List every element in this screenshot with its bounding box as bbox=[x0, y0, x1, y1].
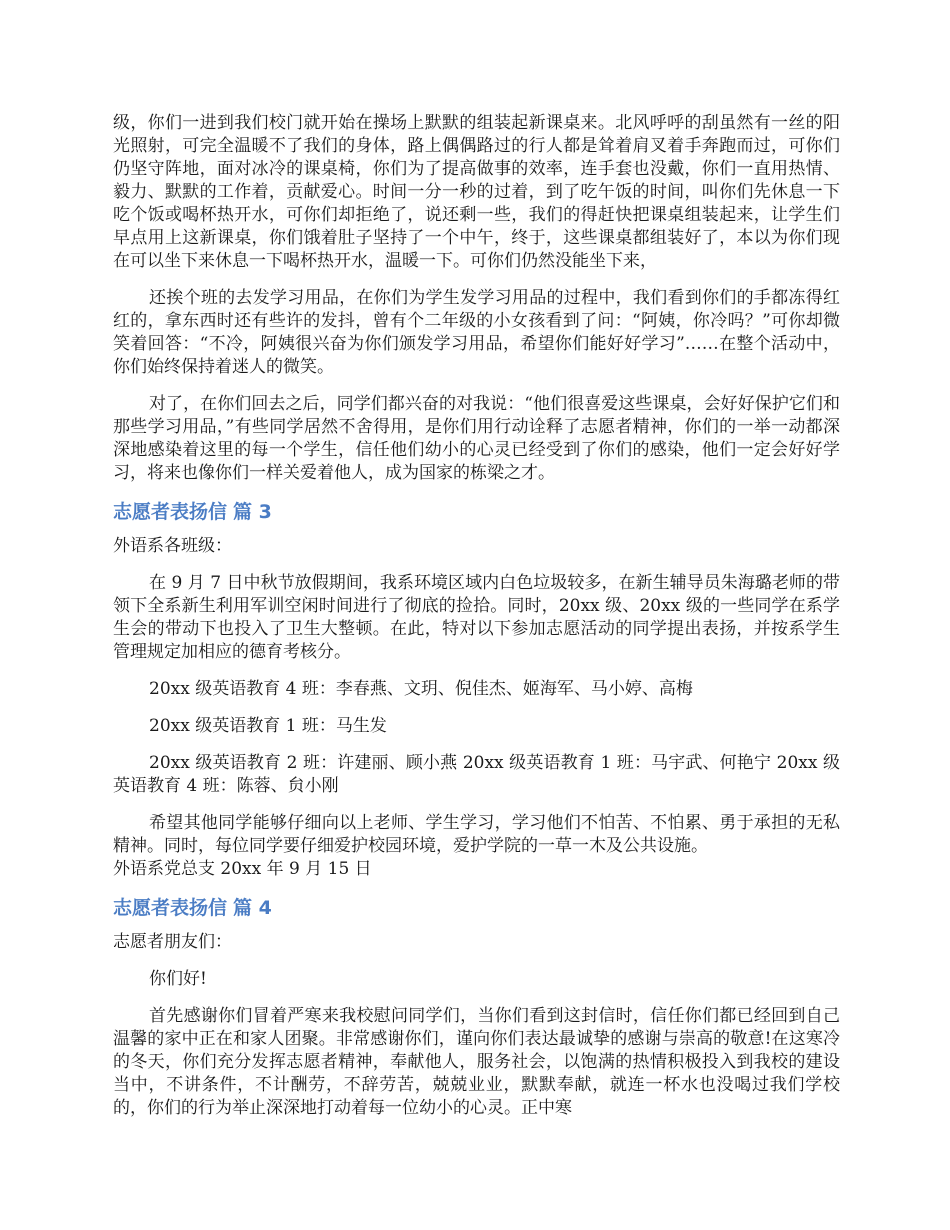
section-3-number: 篇 3 bbox=[233, 501, 272, 523]
section-3-heading bbox=[113, 499, 840, 525]
section-4-salutation: 志愿者朋友们： bbox=[113, 932, 232, 952]
section-3-list-2: 20xx 级英语教育 1 班：马生发 bbox=[149, 716, 387, 736]
section-3-body: 在 9 月 7 日中秋节放假期间，我系环境区域内白色垃圾较多，在新生辅导员朱海璐老师的带领下全系新生利用军训空闲时间进行了彻底的捡拾。同时，20xx 级、20xx 级的一些同学在系学生会的带动下也投入了卫生大整顿。在此，特对以下参加志愿活动的同学提出表扬，并按系学生管理规定加相应的德育考核分。 bbox=[113, 573, 840, 662]
section-4-number: 篇 4 bbox=[233, 897, 272, 919]
paragraph-intro-1: 级，你们一进到我们校门就开始在操场上默默的组装起新课桌来。北风呼呼的刮虽然有一丝的阳光照射，可完全温暖不了我们的身体，路上偶偶路过的行人都是耸着肩叉着手奔跑而过，可你们仍坚守阵地，面对冰冷的课桌椅，你们为了提高做事的效率，连手套也没戴，你们一直用热情、毅力、默默的工作着，贡献爱心。时间一分一秒的过着，到了吃午饭的时间，叫你们先休息一下吃个饭或喝杯热开水，可你们却拒绝了，说还剩一些，我们的得赶快把课桌组装起来，让学生们早点用上这新课桌，你们饿着肚子坚持了一个中午，终于，这些课桌都组装好了，本以为你们现在可以坐下来休息一下喝杯热开水，温暖一下。可你们仍然没能坐下来， bbox=[113, 113, 840, 271]
section-4-body: 首先感谢你们冒着严寒来我校慰问同学们，当你们看到这封信时，信任你们都已经回到自己温馨的家中正在和家人团聚。非常感谢你们，谨向你们表达最诚挚的感谢与崇高的敬意!在这寒冷的冬天，你们充分发挥志愿者精神，奉献他人，服务社会，以饱满的热情积极投入到我校的建设当中，不讲条件，不计酬劳，不辞劳苦，兢兢业业，默默奉献，就连一杯水也没喝过我们学校的，你们的行为举止深深地打动着每一位幼小的心灵。正中寒 bbox=[113, 1006, 840, 1118]
section-4-heading bbox=[113, 895, 840, 921]
section-4-title: 志愿者表扬信 bbox=[113, 897, 228, 919]
section-3-list-1: 20xx 级英语教育 4 班：李春燕、文玥、倪佳杰、姬海军、马小婷、高梅 bbox=[149, 679, 693, 699]
paragraph-intro-3: 对了，在你们回去之后，同学们都兴奋的对我说：“他们很喜爱这些课桌，会好好保护它们和那些学习用品，”有些同学居然不舍得用，是你们用行动诠释了志愿者精神，你们的一举一动都深深地感染着这里的每一个学生，信任他们幼小的心灵已经受到了你们的感染，他们一定会好好学习，将来也像你们一样关爱着他人，成为国家的栋梁之才。 bbox=[113, 394, 840, 483]
section-3-closing: 希望其他同学能够仔细向以上老师、学生学习，学习他们不怕苦、不怕累、勇于承担的无私精神。同时，每位同学要仔细爱护校园环境，爱护学院的一草一木及公共设施。 bbox=[113, 813, 840, 856]
paragraph-intro-2: 还挨个班的去发学习用品，在你们为学生发学习用品的过程中，我们看到你们的手都冻得红红的，拿东西时还有些许的发抖，曾有个二年级的小女孩看到了问：“阿姨，你冷吗？”可你却微笑着回答：“不冷，阿姨很兴奋为你们颁发学习用品，希望你们能好好学习”……在整个活动中，你们始终保持着迷人的微笑。 bbox=[113, 288, 840, 377]
section-4-greeting: 你们好! bbox=[149, 969, 207, 989]
document-page bbox=[113, 112, 840, 1134]
section-3-list-3: 20xx 级英语教育 2 班：许建丽、顾小燕 20xx 级英语教育 1 班：马宇武、何艳宁 20xx 级英语教育 4 班：陈蓉、贠小刚 bbox=[113, 753, 840, 796]
section-3-signature: 外语系党总支 20xx 年 9 月 15 日 bbox=[113, 859, 372, 879]
section-3-salutation: 外语系各班级： bbox=[113, 536, 232, 556]
section-3-title: 志愿者表扬信 bbox=[113, 501, 228, 523]
